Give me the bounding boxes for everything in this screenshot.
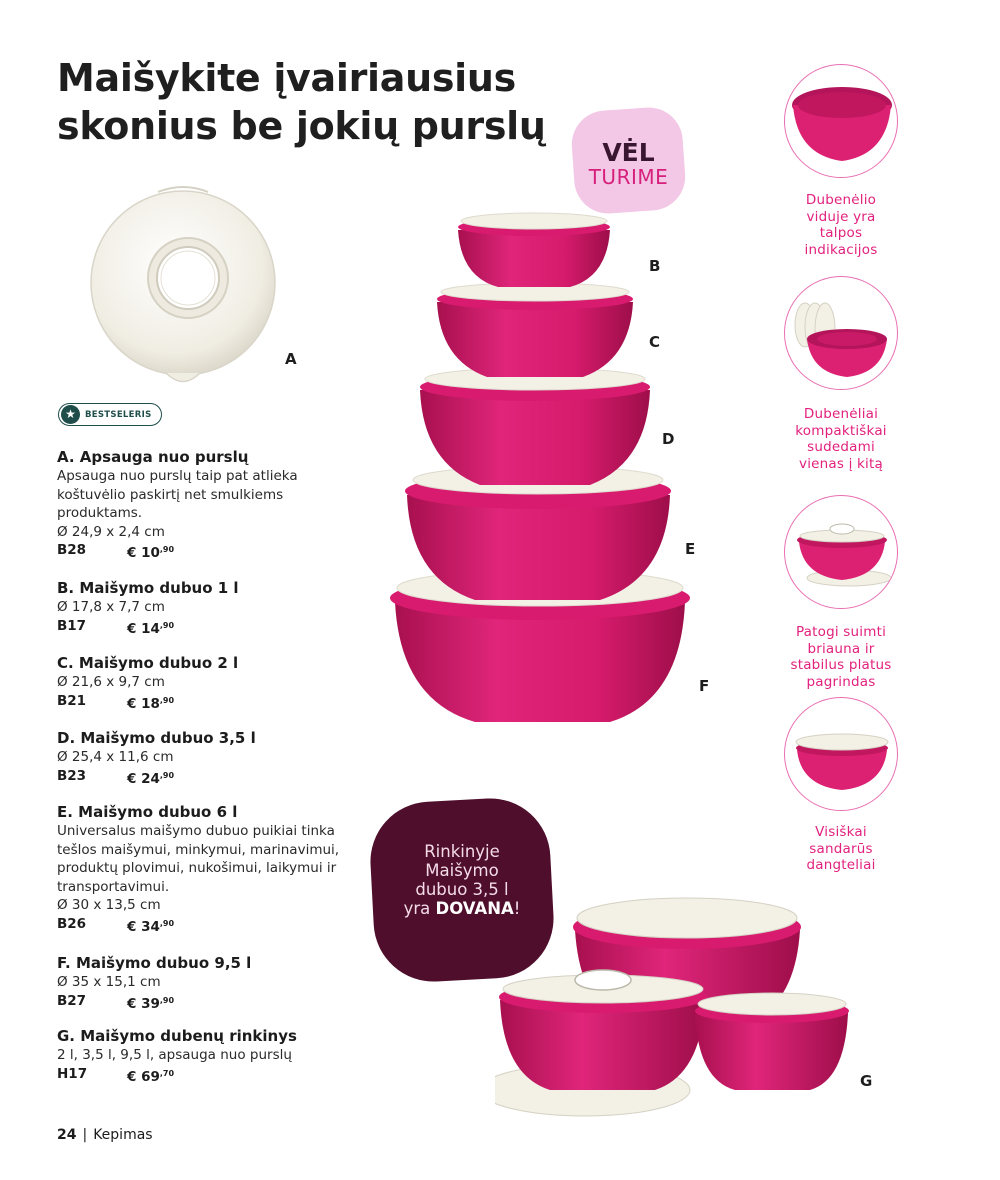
feature-image-nesting-bowls <box>784 276 898 390</box>
stacked-bowls-image <box>385 210 695 740</box>
product-dimensions: Ø 30 x 13,5 cm <box>57 897 161 913</box>
product-code: B28 <box>57 542 87 558</box>
feature-text-sealed-lids: Visiškai sandarūs dangteliai <box>806 824 876 873</box>
feature-image-grip-rim <box>784 495 898 609</box>
image-letter-d: D <box>662 430 675 448</box>
page-footer <box>57 1127 153 1143</box>
product-name: B. Maišymo dubuo 1 l <box>57 579 239 597</box>
product-name: E. Maišymo dubuo 6 l <box>57 803 238 821</box>
product-code: B21 <box>57 692 87 709</box>
badge-line-1: VĖL <box>602 138 655 167</box>
page-title-line-1: Maišykite įvairiausius <box>57 56 516 100</box>
product-code: B17 <box>57 617 87 634</box>
image-letter-g: G <box>860 1072 873 1090</box>
product-code: B23 <box>57 767 87 784</box>
badge-line-2: TURIME <box>588 165 669 189</box>
page-number: 24 <box>57 1127 77 1143</box>
product-price: € $14^{,90}$ <box>127 620 175 637</box>
product-code: B27 <box>57 992 87 1009</box>
product-f <box>57 954 357 1010</box>
product-code-price <box>57 767 357 785</box>
back-in-stock-badge-text <box>573 140 684 188</box>
product-name: D. Maišymo dubuo 3,5 l <box>57 729 256 747</box>
star-icon: ★ <box>61 405 80 424</box>
product-price: € $10^{,90}$ <box>127 545 175 561</box>
product-price: € $34^{,90}$ <box>127 918 175 935</box>
feature-text-capacity-marks: Dubenėlio viduje yra talpos indikacijos <box>804 192 878 258</box>
product-code-price <box>57 1065 357 1083</box>
product-description: 2 l, 3,5 l, 9,5 l, apsauga nuo purslų <box>57 1047 292 1063</box>
product-b <box>57 579 357 635</box>
product-price: € $24^{,90}$ <box>127 770 175 787</box>
product-dimensions: Ø 24,9 x 2,4 cm <box>57 523 165 540</box>
product-code-price <box>57 915 357 933</box>
image-letter-e: E <box>685 540 696 558</box>
product-dimensions: Ø 35 x 15,1 cm <box>57 974 161 990</box>
feature-image-sealed-lids <box>784 697 898 811</box>
product-c <box>57 654 357 710</box>
product-price: € $69^{,70}$ <box>127 1068 175 1085</box>
product-name: A. Apsauga nuo purslų <box>57 448 249 466</box>
bestseller-label: BESTSELERIS <box>85 409 152 420</box>
product-price: € $39^{,90}$ <box>127 995 175 1012</box>
product-name: G. Maišymo dubenų rinkinys <box>57 1027 297 1045</box>
image-letter-b: B <box>649 257 661 275</box>
product-code: B26 <box>57 915 87 932</box>
promo-gift-word: DOVANA <box>435 899 514 918</box>
product-code-price <box>57 692 357 710</box>
product-code-price <box>57 617 357 635</box>
product-name: C. Maišymo dubuo 2 l <box>57 654 239 672</box>
promo-text: Rinkinyje Maišymo dubuo 3,5 l yra DOVANA! <box>403 842 521 918</box>
feature-image-capacity-marks <box>784 64 898 178</box>
image-letter-f: F <box>699 677 710 695</box>
image-letter-c: C <box>649 333 661 351</box>
product-name: F. Maišymo dubuo 9,5 l <box>57 954 252 972</box>
section-name: Kepimas <box>93 1127 153 1143</box>
product-d <box>57 729 357 785</box>
page-title <box>57 54 577 150</box>
product-dimensions: Ø 17,8 x 7,7 cm <box>57 599 165 615</box>
product-dimensions: Ø 21,6 x 9,7 cm <box>57 674 165 690</box>
footer-separator: | <box>82 1127 88 1143</box>
image-letter-a: A <box>285 350 297 368</box>
product-code: H17 <box>57 1065 88 1082</box>
product-dimensions: Ø 25,4 x 11,6 cm <box>57 749 174 765</box>
product-code-price <box>57 541 357 559</box>
product-g <box>57 1027 357 1083</box>
feature-text-nesting-bowls: Dubenėliai kompaktiškai sudedami vienas į kitą <box>795 406 887 472</box>
product-a <box>57 448 357 559</box>
product-description: Universalus maišymo dubuo puikiai tinka tešlos maišymui, minkymui, marinavimui, produktų plovimui, nukošimui, laikymui ir transportavimui. <box>57 823 340 895</box>
product-code-price <box>57 992 357 1010</box>
product-price: € $18^{,90}$ <box>127 695 175 712</box>
bowl-set-image <box>495 885 855 1130</box>
splash-guard-image <box>88 180 278 390</box>
bestseller-badge <box>58 403 162 426</box>
product-description: Apsauga nuo purslų taip pat atlieka koštuvėlio paskirtį net smulkiems produktams. <box>57 468 298 521</box>
feature-text-grip-rim: Patogi suimti briauna ir stabilus platus pagrindas <box>790 624 892 690</box>
product-e <box>57 803 357 933</box>
page-title-line-2: skonius be jokių purslų <box>57 104 546 148</box>
